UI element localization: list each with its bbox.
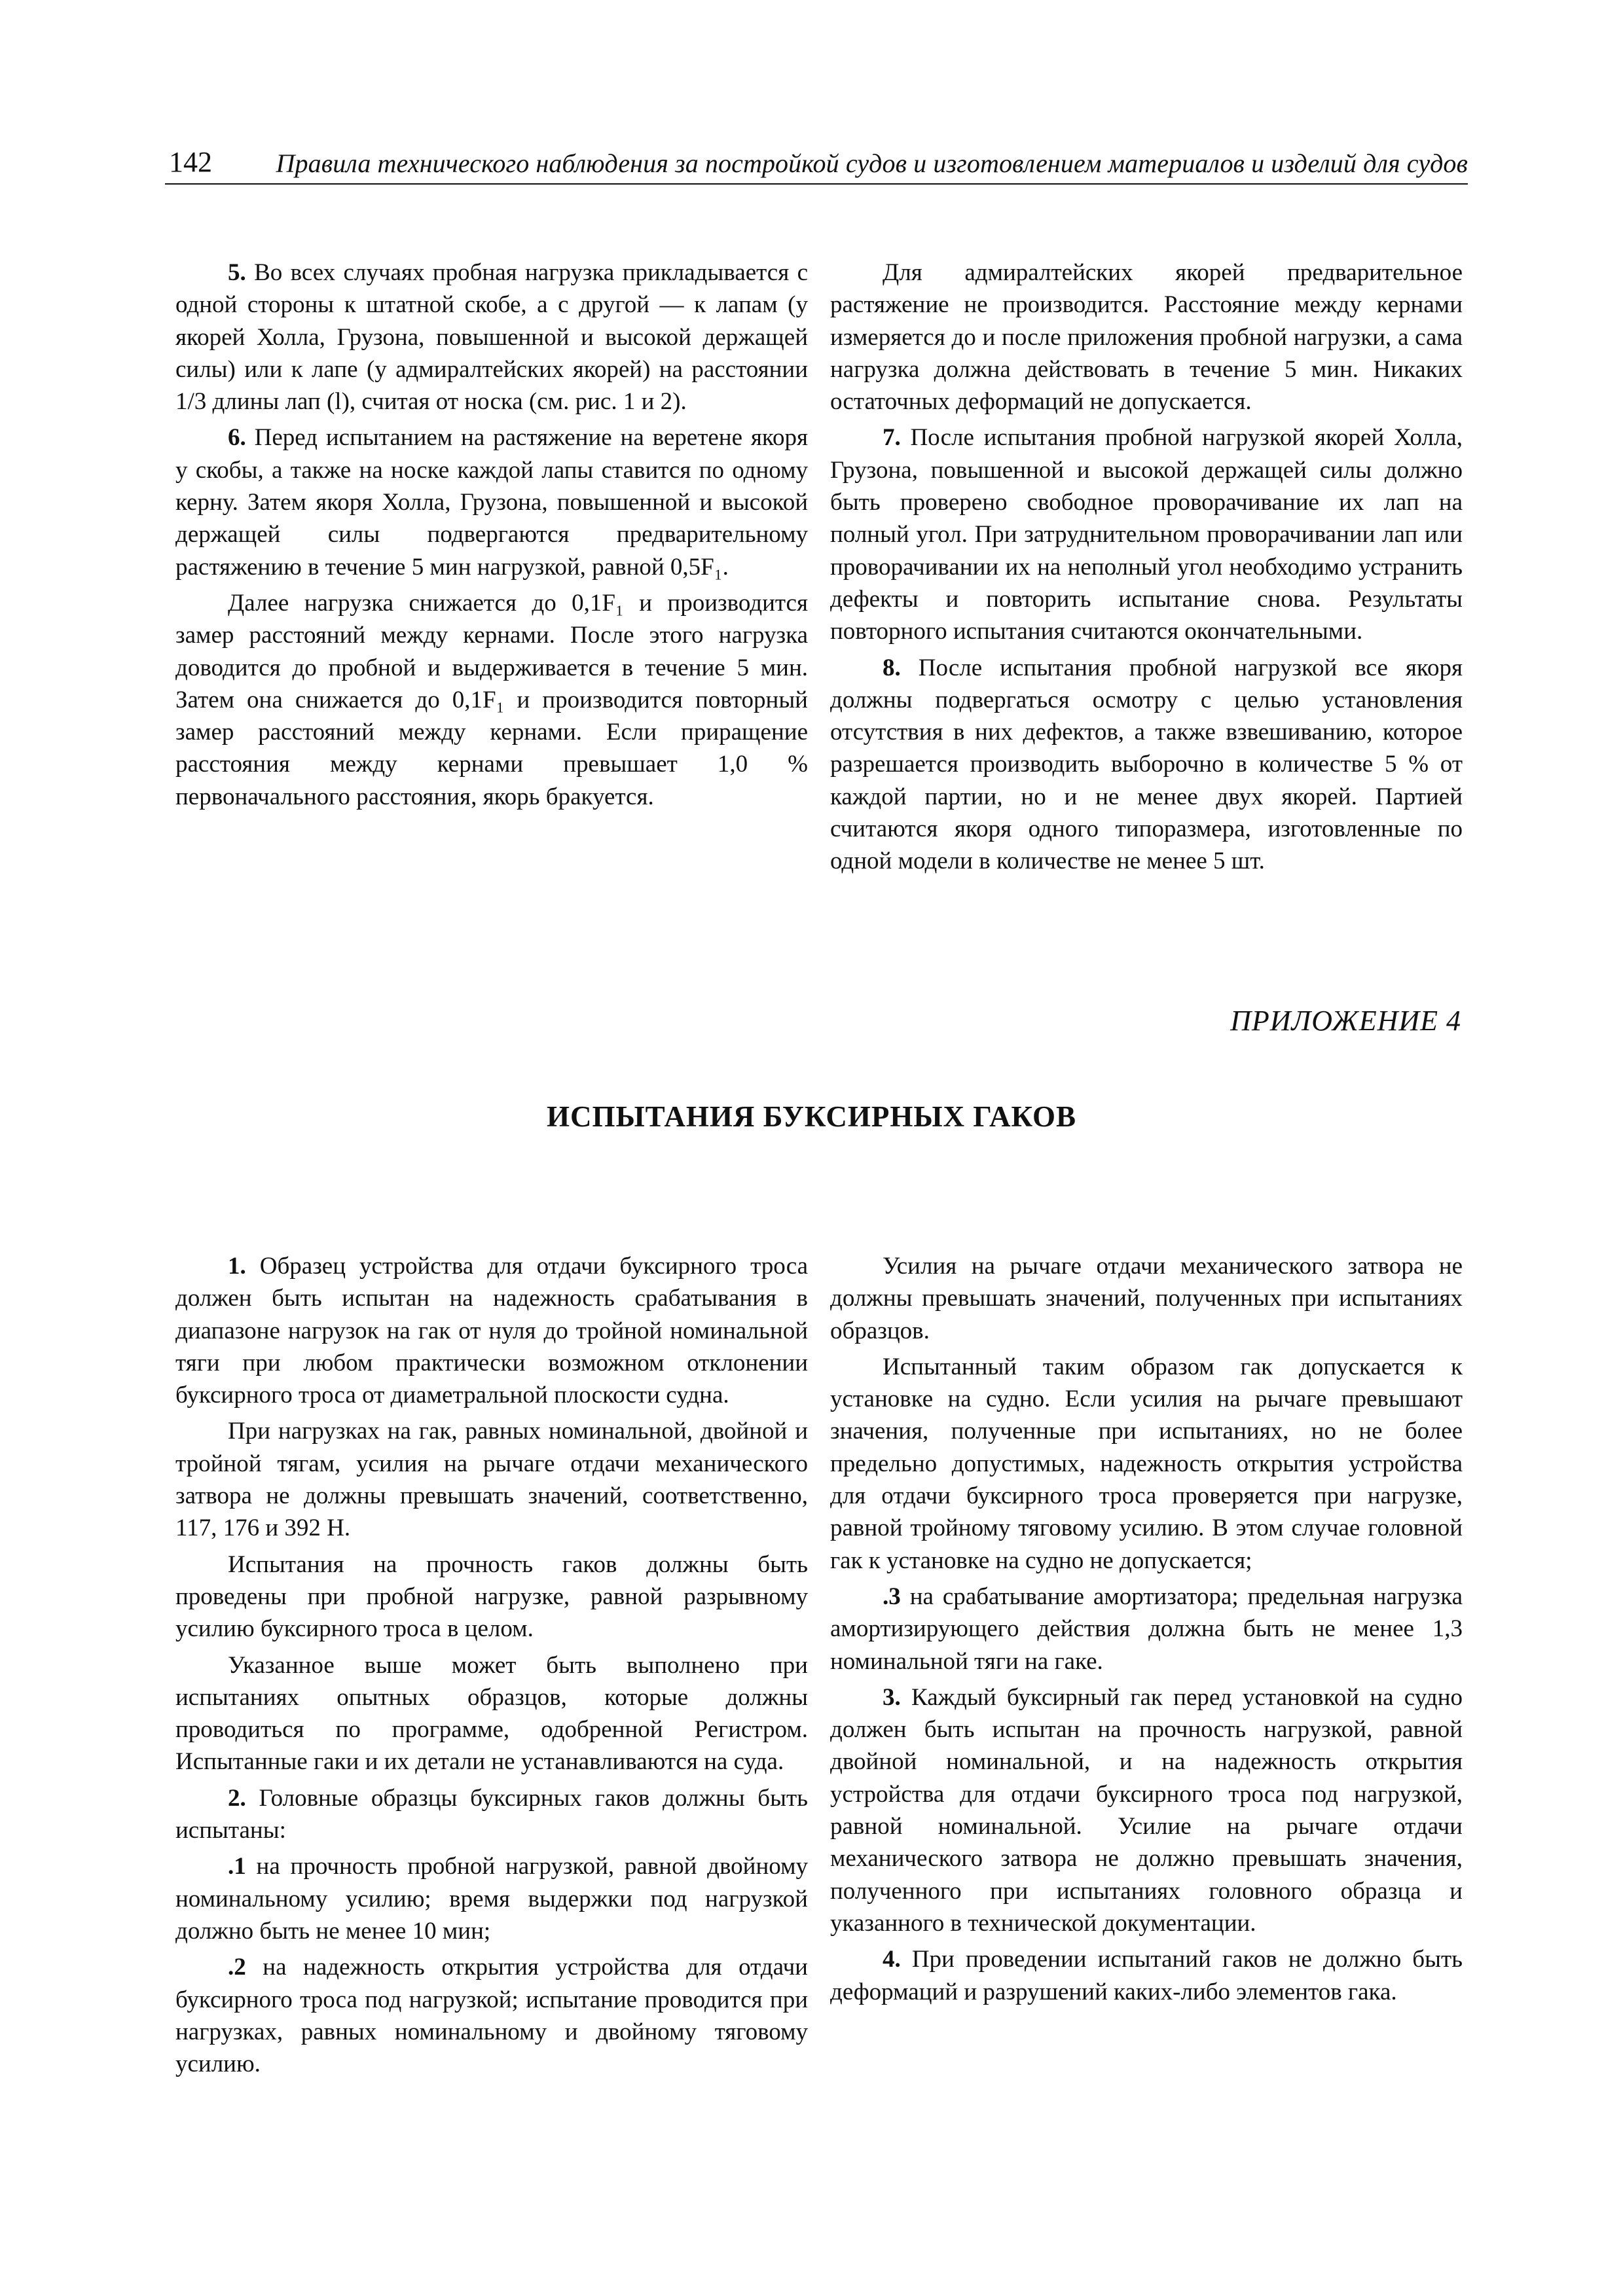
paragraph-7: 7. После испытания пробной нагрузкой якорей Холла, Грузона, повышенной и высокой держащей силы должно быть проверено свободное проворачивание их лап на полный угол. При затруднительном проворачивании лап или проворачивании их на неполный угол необходимо устранить дефекты и повторить испытание снова. Результаты повторного испытания считаются окончательными. [830,424,1463,645]
paragraph-4: 4. При проведении испытаний гаков не должно быть деформаций и разрушений каких-либо элементов гака. [830,1946,1463,2005]
paragraph-number: 2. [228,1784,246,1812]
paragraph-1: 1. Образец устройства для отдачи буксирного троса должен быть испытан на надежность срабатывания в диапазоне нагрузок на гак от нуля до тройной номинальной тяги при любом практически возможном отклонении буксирного троса от диаметральной плоскости судна. [175,1253,808,1409]
paragraph-number: 1. [228,1253,246,1280]
paragraph-number: 3. [883,1683,901,1711]
column-right-top [830,257,1463,882]
page-number: 142 [169,146,212,178]
paragraph-number: 6. [228,424,246,452]
running-title: Правила технического наблюдения за постройкой судов и изготовлением материалов и изделий для судов [276,149,1468,178]
paragraph-number: .1 [228,1853,246,1880]
paragraph-8: 8. После испытания пробной нагрузкой все якоря должны подвергаться осмотру с целью установления отсутствия в них дефектов, а также взвешиванию, которое разрешается производить выборочно в количестве 5 % от каждой партии, но и не менее двух якорей. Партией считаются якоря одного типоразмера, изготовленные по одной модели в количестве не менее 5 шт. [830,654,1463,875]
paragraph-3: 3. Каждый буксирный гак перед установкой на судно должен быть испытан на прочность нагрузкой, равной двойной номинальной, и на надежность открытия устройства для отдачи буксирного троса под нагрузкой, равной номинальной. Усилие на рычаге отдачи механического затвора не должно превышать значения, полученного при испытаниях головного образца и указанного в технической документации. [830,1683,1463,1937]
column-right-bottom [830,1250,1463,2012]
header-rule [165,183,1468,185]
section-title: ИСПЫТАНИЯ БУКСИРНЫХ ГАКОВ [546,1100,1077,1133]
paragraph-2c: Испытанный таким образом гак допускается к установке на судно. Если усилия на рычаге превышают значения, полученные при испытаниях, но не более предельно допустимых, надежность открытия устройства для отдачи буксирного троса проверяется при нагрузке, равной тройному тяговому усилию. В этом случае головной гак к установке на судно не допускается; [830,1353,1463,1574]
paragraph-number: .3 [883,1583,901,1610]
paragraph-number: 7. [883,424,901,452]
page-header [165,145,1468,188]
paragraph-5: 5. Во всех случаях пробная нагрузка прикладывается с одной стороны к штатной скобе, а с другой — к лапам (у якорей Холла, Грузона, повышенной и высокой держащей силы) или к лапе (у адмиралтейских якорей) на расстоянии 1/3 длины лап (l), считая от носка (см. рис. 1 и 2). [175,259,808,416]
paragraph-2-3: .3 на срабатывание амортизатора; предельная нагрузка амортизирующего действия должна быть не менее 1,3 номинальной тяги на гаке. [830,1583,1463,1675]
appendix-label: ПРИЛОЖЕНИЕ 4 [1230,1005,1461,1037]
paragraph-2-1: .1 на прочность пробной нагрузкой, равной двойному номинальному усилию; время выдержки под нагрузкой должно быть не менее 10 мин; [175,1853,808,1945]
paragraph-1d: Указанное выше может быть выполнено при испытаниях опытных образцов, которые должны проводиться по программе, одобренной Регистром. Испытанные гаки и их детали не устанавливаются на суда. [175,1651,808,1776]
paragraph-number: .2 [228,1954,246,1981]
paragraph-6: 6. Перед испытанием на растяжение на веретене якоря у скобы, а также на носке каждой лапы ставится по одному керну. Затем якоря Холла, Грузона, повышенной и высокой держащей силы подвергаются предварительному растяжению в течение 5 мин нагрузкой, равной 0,5F₁. [175,424,808,581]
paragraph-2b: Усилия на рычаге отдачи механического затвора не должны превышать значений, полученных при испытаниях образцов. [830,1253,1463,1344]
paragraph-2-2: .2 на надежность открытия устройства для отдачи буксирного троса под нагрузкой; испытание проводится при нагрузках, равных номинальному и двойному тяговому усилию. [175,1954,808,2078]
paragraph-number: 5. [228,259,246,286]
paragraph-6b: Далее нагрузка снижается до 0,1F₁ и производится замер расстояний между кернами. После этого нагрузка доводится до пробной и выдерживается в течение 5 мин. Затем она снижается до 0,1F₁ и производится повторный замер расстояний между кернами. Если приращение расстояния между кернами превышает 1,0 % первоначального расстояния, якорь бракуется. [175,589,808,810]
column-left-top [175,257,808,817]
paragraph-number: 4. [883,1946,901,1973]
paragraph-2: 2. Головные образцы буксирных гаков должны быть испытаны: [175,1784,808,1844]
paragraph-1b: При нагрузках на гак, равных номинальной, двойной и тройной тягам, усилия на рычаге отдачи механического затвора не должны превышать значений, соответственно, 117, 176 и 392 Н. [175,1418,808,1542]
paragraph-6c: Для адмиралтейских якорей предварительное растяжение не производится. Расстояние между кернами измеряется до и после приложения пробной нагрузки, а сама нагрузка должна действовать в течение 5 мин. Никаких остаточных деформаций не допускается. [830,259,1463,416]
paragraph-1c: Испытания на прочность гаков должны быть проведены при пробной нагрузке, равной разрывному усилию буксирного троса в целом. [175,1551,808,1643]
paragraph-number: 8. [883,654,901,681]
column-left-bottom [175,1250,808,2084]
